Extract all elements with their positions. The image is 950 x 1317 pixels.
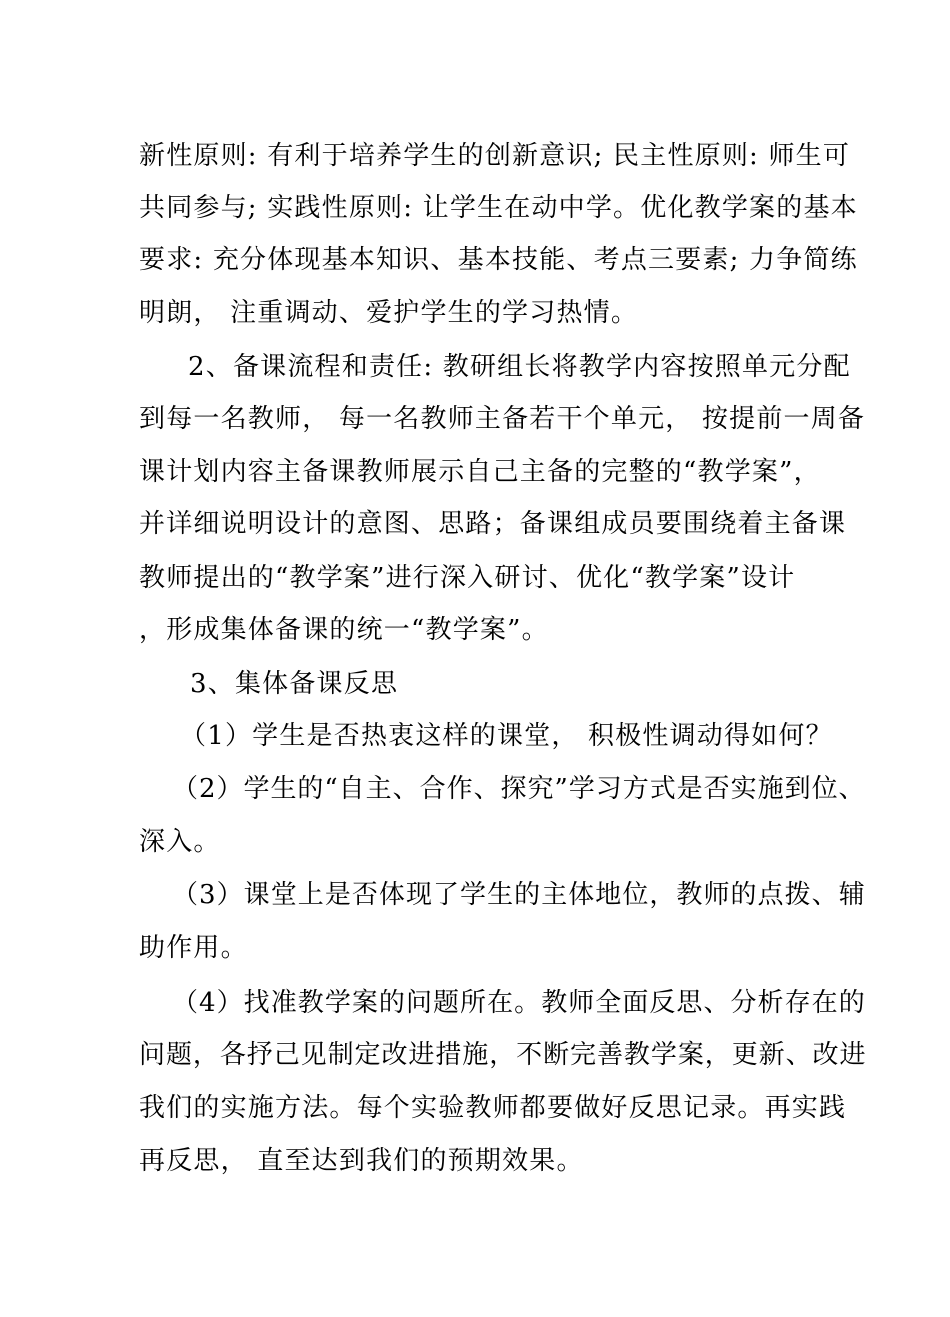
text-line: 并详细说明设计的意图、思路；备课组成员要围绕着主备课 (139, 509, 847, 539)
text-line: 深入。 (139, 827, 221, 857)
text-line: 新性原则: 有利于培养学生的创新意识; 民主性原则: 师生可 (139, 141, 851, 171)
text-line: 要求: 充分体现基本知识、基本技能、考点三要素; 力争简练 (139, 245, 858, 275)
text-line: 我们的实施方法。每个实验教师都要做好反思记录。再实践 (139, 1093, 847, 1123)
text-line: 课计划内容主备课教师展示自己主备的完整的“教学案”， (139, 457, 821, 487)
text-line: 助作用。 (139, 933, 248, 963)
text-line: 再反思， 直至达到我们的预期效果。 (139, 1146, 584, 1176)
text-line: 明朗， 注重调动、爱护学生的学习热情。 (139, 298, 639, 328)
list-item-3: （3）课堂上是否体现了学生的主体地位，教师的点拨、辅 (172, 880, 866, 910)
list-item-4: （4）找准教学案的问题所在。教师全面反思、分析存在的 (172, 988, 866, 1018)
list-item-1: （1）学生是否热衷这样的课堂， 积极性调动得如何？ (180, 721, 833, 751)
text-line: 教师提出的“教学案”进行深入研讨、优化“教学案”设计 (139, 563, 796, 593)
text-line: 问题，各抒己见制定改进措施，不断完善教学案，更新、改进 (139, 1040, 867, 1070)
section-heading-3: 3、集体备课反思 (190, 669, 399, 699)
text-line: ，形成集体备课的统一“教学案”。 (139, 615, 549, 645)
paragraph-heading-2: 2、备课流程和责任: 教研组长将教学内容按照单元分配 (188, 352, 851, 382)
text-line: 到每一名教师， 每一名教师主备若干个单元， 按提前一周备 (139, 404, 866, 434)
text-line: 共同参与; 实践性原则: 让学生在动中学。优化教学案的基本 (139, 193, 858, 223)
list-item-2: （2）学生的“自主、合作、探究”学习方式是否实施到位、 (172, 774, 866, 804)
